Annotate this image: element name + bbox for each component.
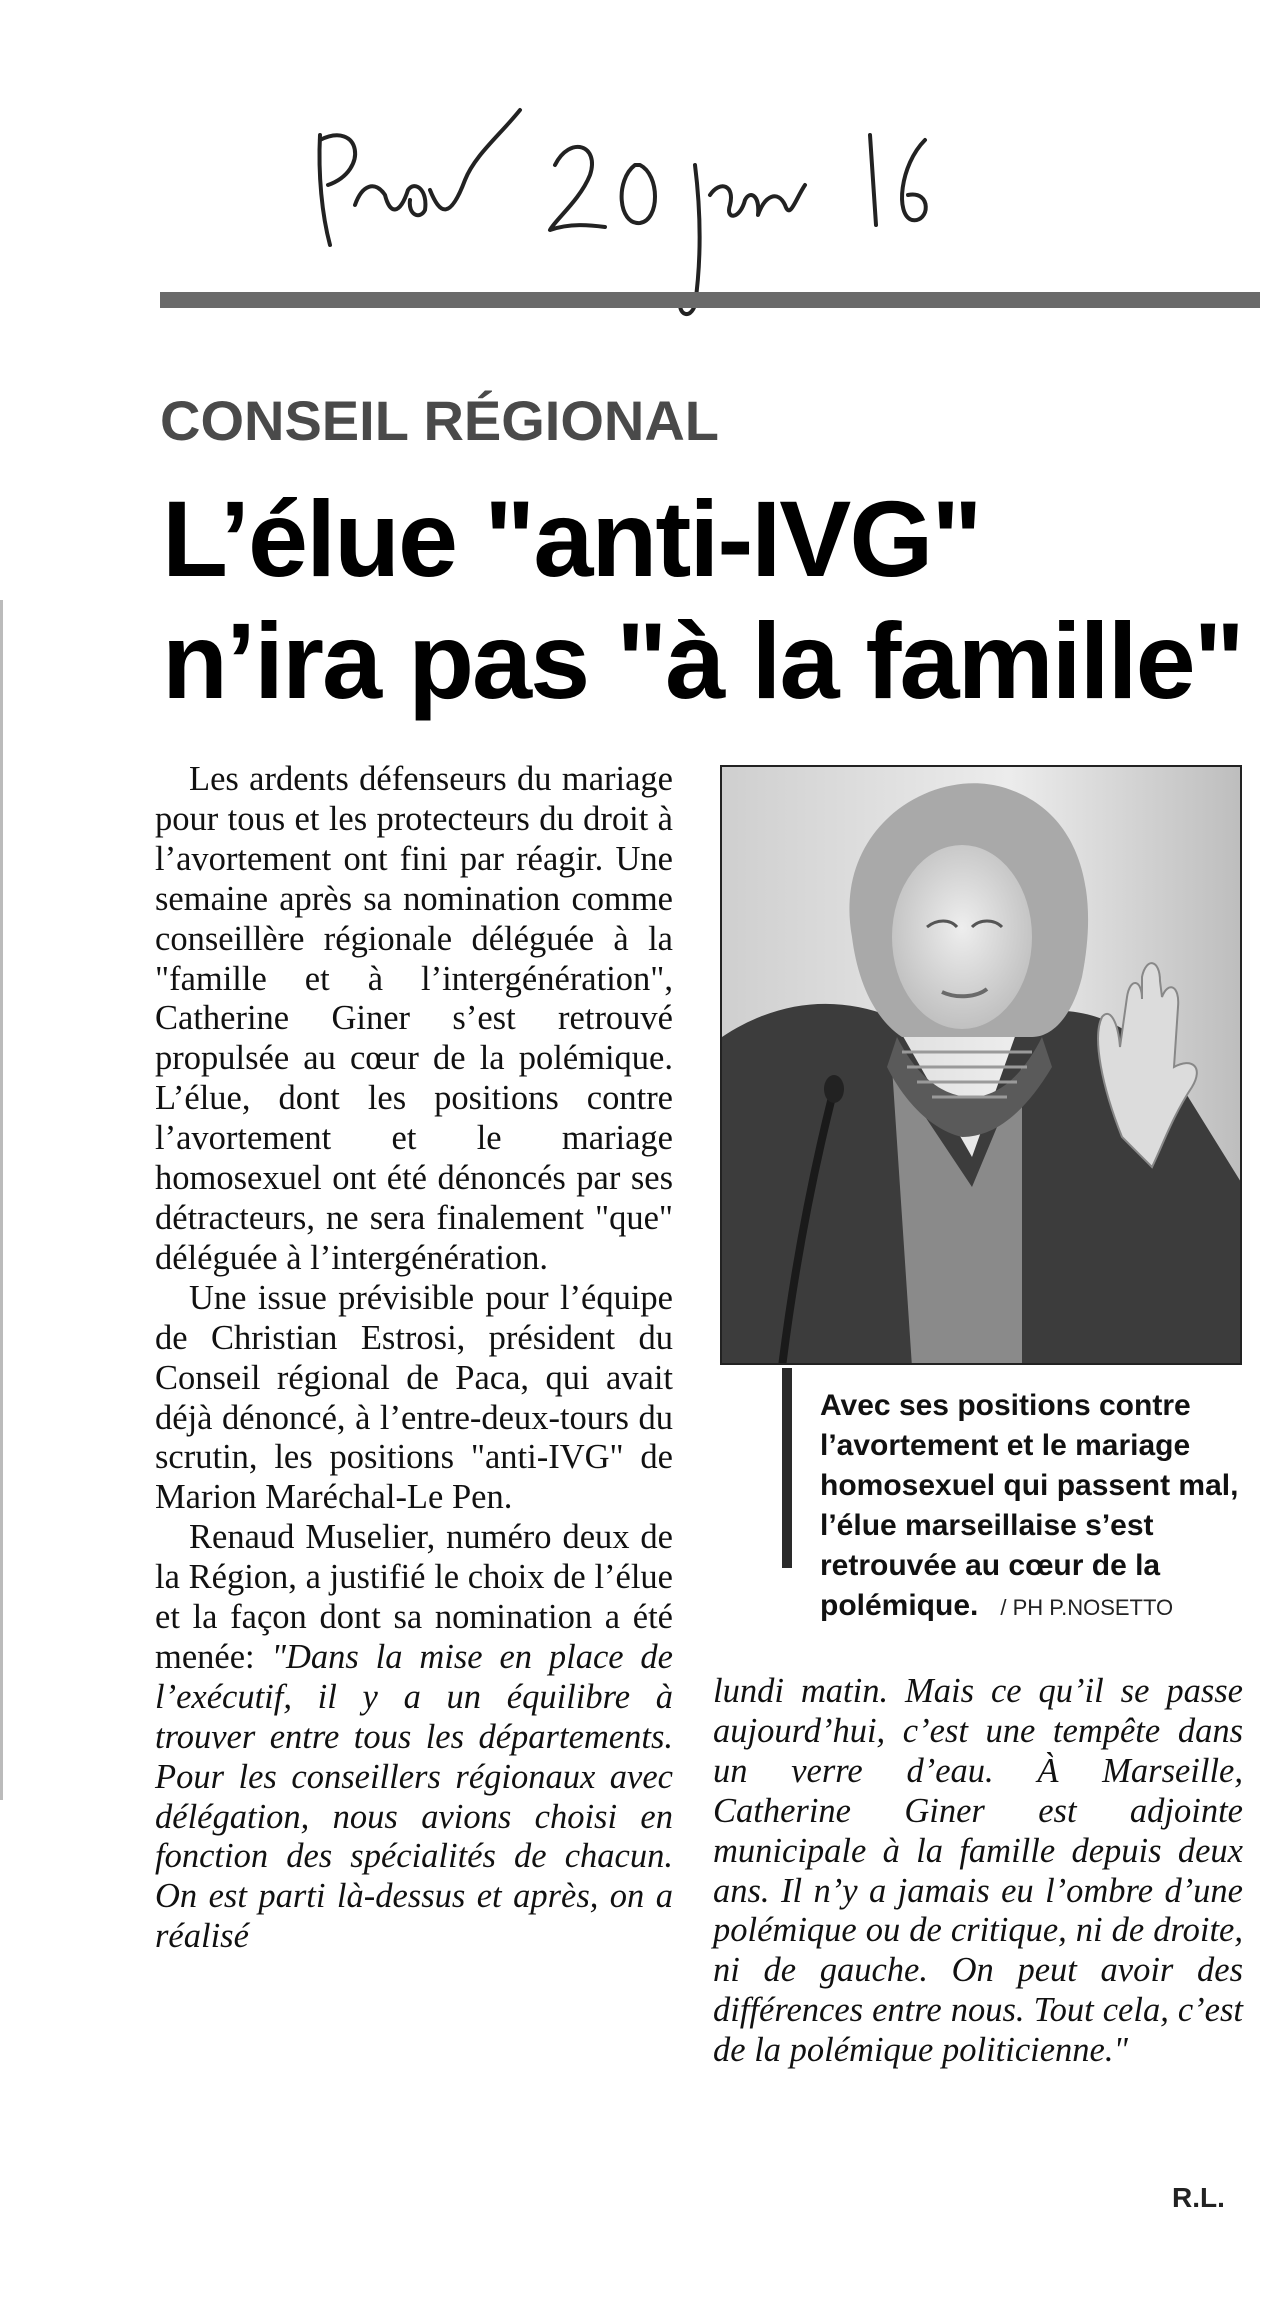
article-column-left (155, 760, 673, 1957)
caption-bar (782, 1368, 792, 1568)
article-column-right (713, 1672, 1243, 2071)
paragraph-3 (155, 1518, 673, 1957)
paragraph-3-lead: Renaud Muselier, numéro deux de la Région, a justifié le choix de l’élue et la façon dont sa nomination a été menée: (155, 1518, 673, 1676)
portrait-photo (720, 765, 1242, 1365)
photo-caption (820, 1386, 1260, 1628)
header-rule (160, 292, 1260, 308)
caption-text: Avec ses positions contre l’avortement et le mariage homosexuel qui passent mal, l’élue marseillaise s’est retrouvée au cœur de la polémique. (820, 1389, 1239, 1622)
paragraph-3-continued: lundi matin. Mais ce qu’il se passe aujourd’hui, c’est une tempête dans un verre d’eau. À Marseille, Catherine Giner est adjointe municipale à la famille depuis deux ans. Il n’y a jamais eu l’ombre d’une polémique ou de critique, ni de droite, ni de gauche. On peut avoir des différences entre nous. Tout cela, c’est de la polémique politicienne." (713, 1672, 1243, 2070)
scan-edge (0, 600, 3, 1800)
paragraph-2: Une issue prévisible pour l’équipe de Christian Estrosi, président du Conseil régional de Paca, qui avait déjà dénoncé, à l’entre-deux-tours du scrutin, les positions "anti-IVG" de Marion Maréchal-Le Pen. (155, 1278, 673, 1517)
author-signature: R.L. (1172, 2182, 1225, 2213)
headline-line-2: n’ira pas "à la famille" (162, 600, 1243, 721)
headline-line-1: L’élue "anti-IVG" (162, 478, 981, 599)
paragraph-3-quote: "Dans la mise en place de l’exécutif, il y a un équilibre à trouver entre tous les départements. Pour les conseillers régionaux avec délégation, nous avions choisi en fonction des spécialités de chacun. On est parti là-dessus et après, on a réalisé (155, 1637, 673, 1956)
headline (162, 478, 1262, 722)
photo-credit: / PH P.NOSETTO (1000, 1595, 1174, 1620)
paragraph-1: Les ardents défenseurs du mariage pour tous et les protecteurs du droit à l’avortement ont fini par réagir. Une semaine après sa nomination comme conseillère régionale déléguée à la "famille et à l’intergénération", Catherine Giner s’est retrouvé propulsée au cœur de la polémique. L’élue, dont les positions contre l’avortement et le mariage homosexuel ont été dénoncés par ses détracteurs, ne sera finalement "que" déléguée à l’intergénération. (155, 760, 673, 1277)
section-kicker: CONSEIL RÉGIONAL (160, 389, 720, 452)
